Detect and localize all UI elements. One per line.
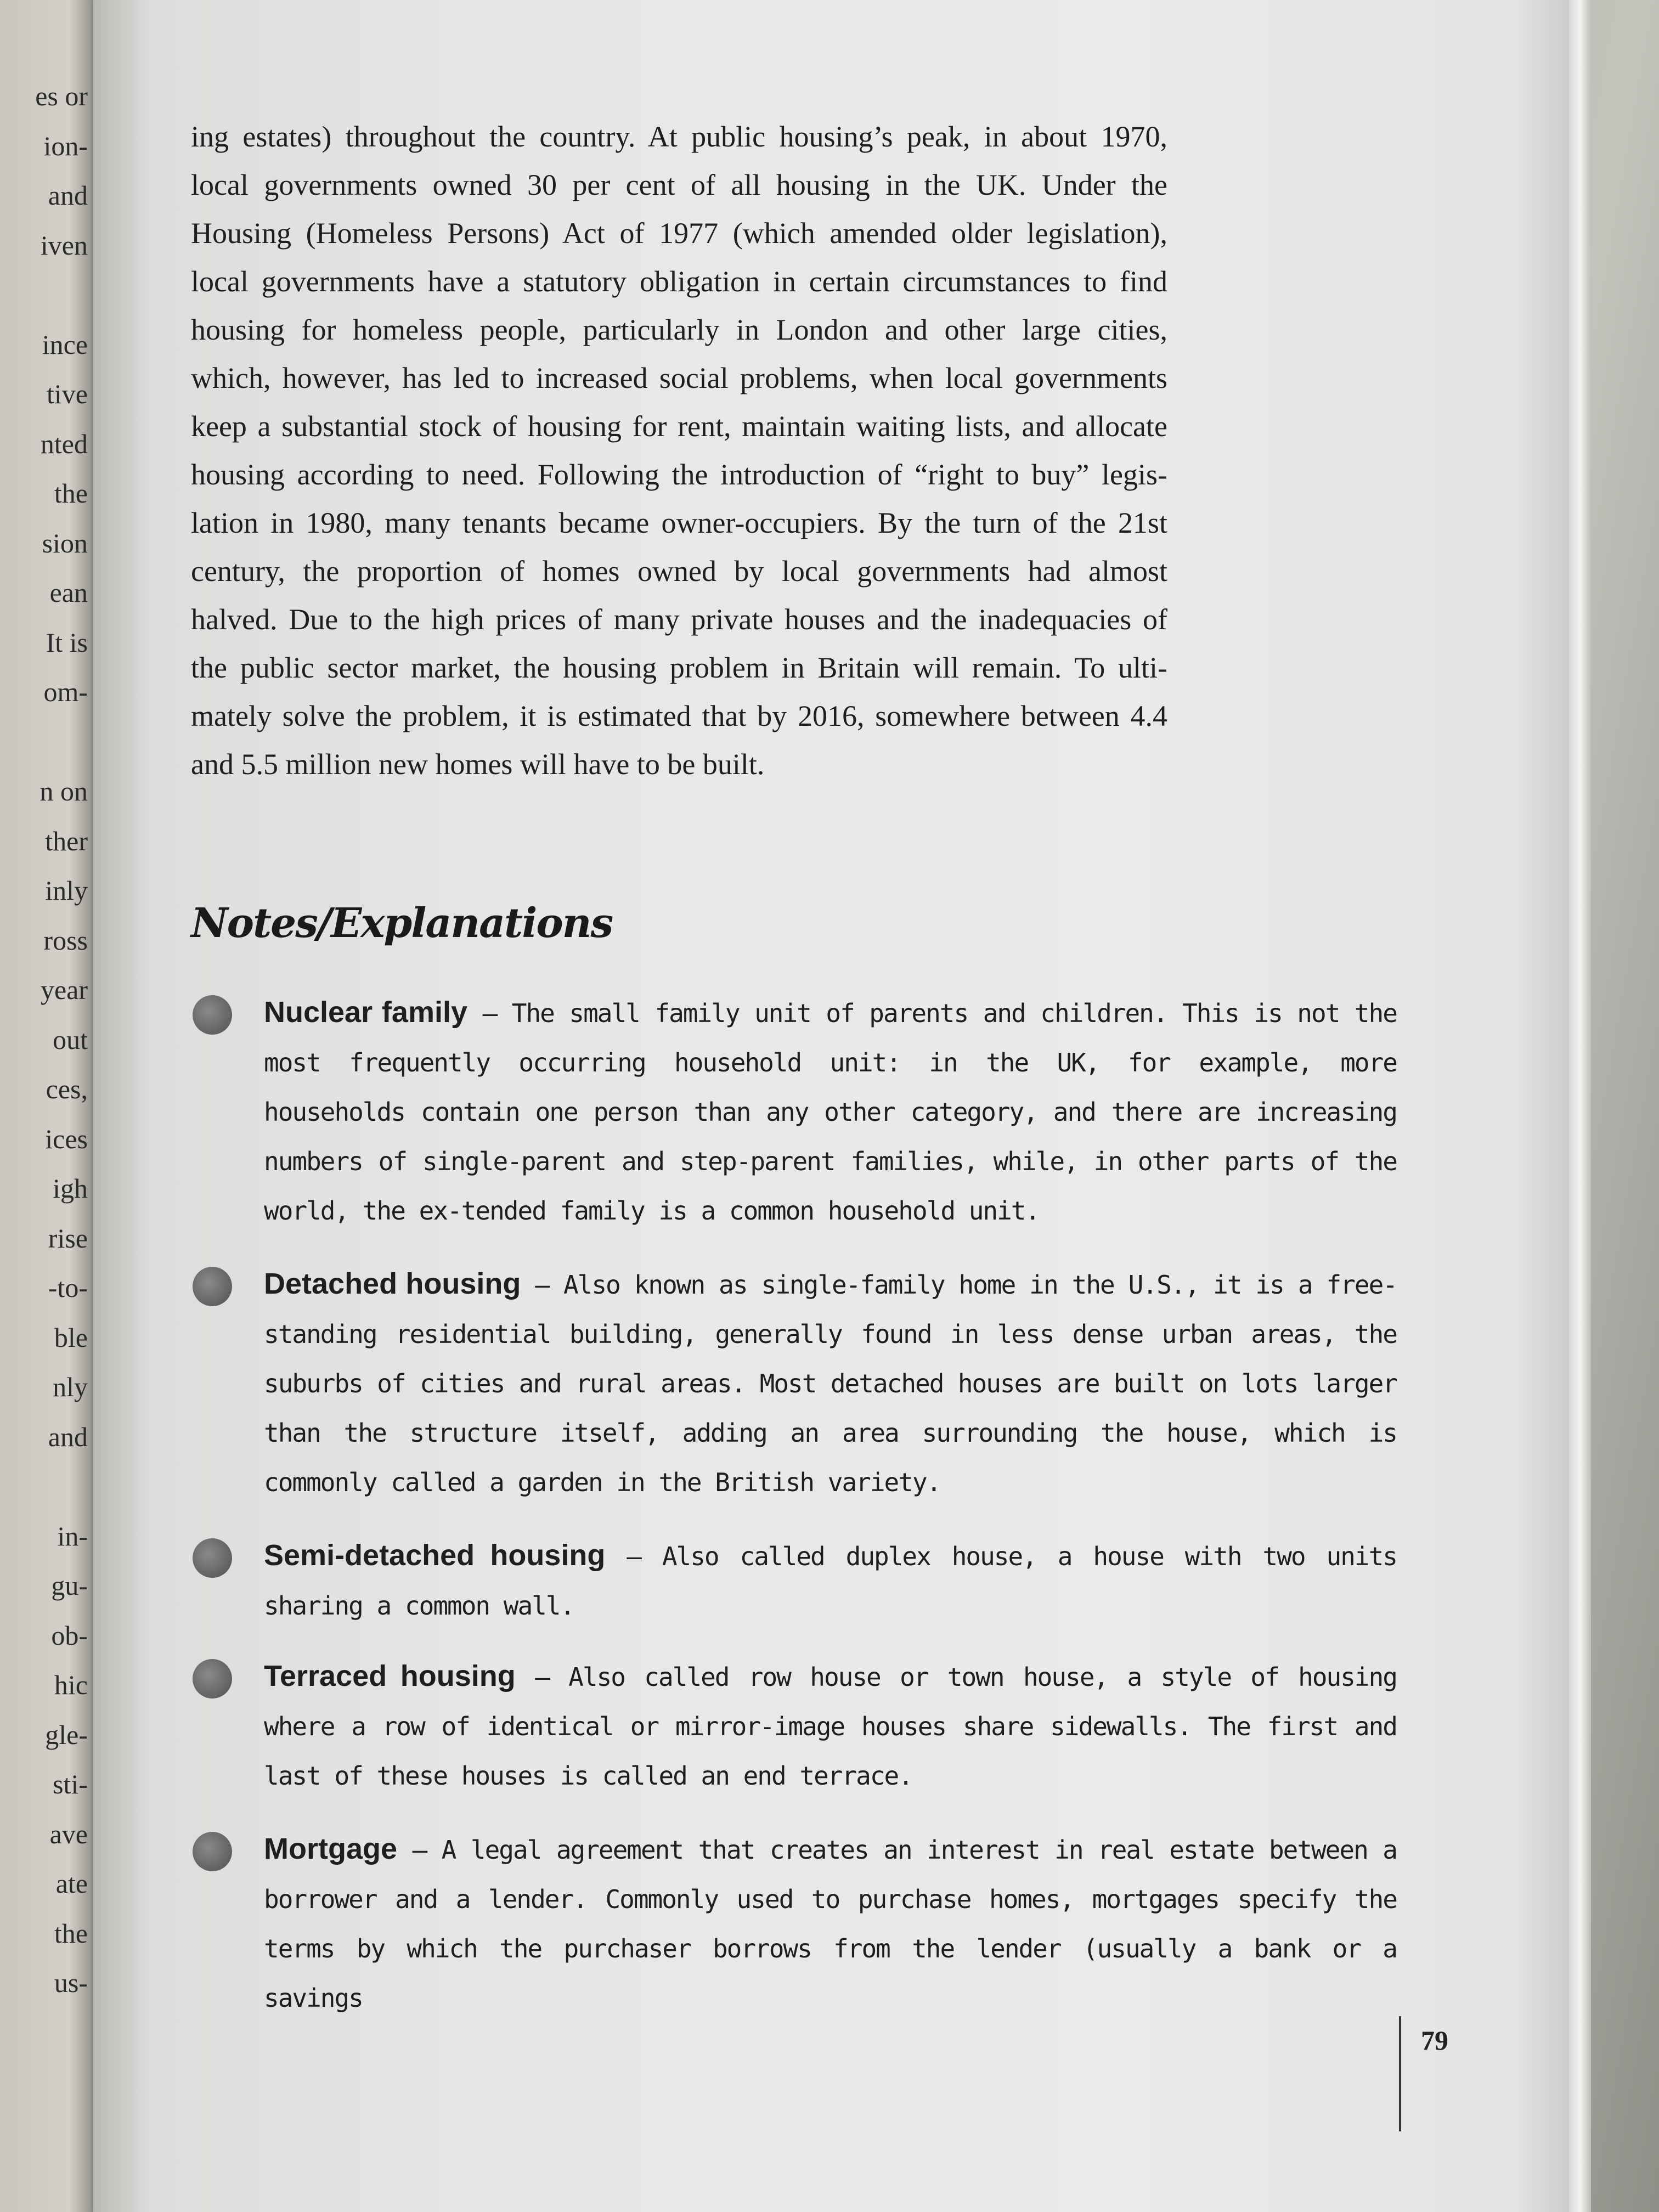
- body-line: Housing (Homeless Persons) Act of 1977 (which amended older legislation),: [191, 217, 1167, 250]
- left-page-line: and: [48, 180, 88, 211]
- page-number: 79: [1421, 2025, 1448, 2056]
- bullet-icon: [193, 1659, 232, 1699]
- note-text: — Also called duplex house, a house with two units sharing a common wall.: [264, 1542, 1397, 1621]
- body-line: keep a substantial stock of housing for rent, maintain waiting lists, and allocate: [191, 410, 1167, 443]
- note-text: — Also known as single-family home in the U.S., it is a free-standing residential building, generally found in less dense urban areas, the suburbs of cities and rural areas. Most detached houses are built on lots larger than the structure itself, adding an area surrounding the house, which is commonly called a garden in the British variety.: [264, 1270, 1397, 1497]
- body-line: ing estates) throughout the country. At public housing’s peak, in about 1970,: [191, 120, 1167, 153]
- left-page-line: ices: [45, 1123, 88, 1154]
- notes-heading: Notes/Explanations: [191, 900, 613, 947]
- left-page-text: [0, 71, 88, 2008]
- note-term: Nuclear family: [264, 996, 468, 1029]
- left-page-line: ob-: [51, 1620, 88, 1651]
- page-edge: [1569, 0, 1591, 2212]
- note-nuclear-family: [264, 988, 1397, 1235]
- note-text: — The small family unit of parents and children. This is not the most frequently occurring household unit: in the UK, for example, more households contain one person than any other category, and there are increasing numbers of single-parent and step-parent families, while, in other parts of the world, the ex-tended family is a common household unit.: [264, 998, 1397, 1226]
- body-line: mately solve the problem, it is estimated that by 2016, somewhere between 4.4: [191, 699, 1167, 732]
- left-page: [0, 0, 99, 2212]
- left-page-line: the: [54, 478, 88, 509]
- page-number-rule: [1399, 2016, 1401, 2131]
- left-page-line: iven: [40, 229, 88, 261]
- left-page-line: ince: [42, 329, 88, 360]
- left-page-line: -to-: [48, 1272, 88, 1303]
- left-page-line: in-: [57, 1520, 88, 1551]
- bullet-icon: [193, 995, 232, 1035]
- note-text: — A legal agreement that creates an interest in real estate between a borrower and a lender. Commonly used to purchase homes, mortgages specify the terms by which the purchaser borrows from the lender (usually a bank or a savings: [264, 1835, 1397, 2013]
- left-page-line: ble: [54, 1322, 88, 1353]
- left-page-line: It is: [46, 627, 88, 658]
- bullet-icon: [193, 1538, 232, 1578]
- left-page-line: gu-: [51, 1570, 88, 1601]
- body-line: local governments owned 30 per cent of all housing in the UK. Under the: [191, 168, 1167, 201]
- body-line: lation in 1980, many tenants became owner-occupiers. By the turn of the 21st: [191, 506, 1167, 539]
- note-term: Semi-detached housing: [264, 1539, 606, 1572]
- left-page-line: sion: [42, 527, 88, 558]
- left-page-line: hic: [54, 1669, 88, 1700]
- body-paragraph: [191, 112, 1167, 788]
- left-page-line: the: [54, 1917, 88, 1949]
- left-page-line: tive: [47, 379, 88, 409]
- body-line: local governments have a statutory obligation in certain circumstances to find: [191, 265, 1167, 298]
- left-page-line: [0, 270, 88, 320]
- left-page-line: ces,: [46, 1074, 88, 1104]
- body-line: housing according to need. Following the introduction of “right to buy” legis-: [191, 458, 1167, 491]
- bullet-icon: [193, 1832, 232, 1871]
- left-page-line: es or: [35, 81, 88, 111]
- left-page-line: ean: [49, 577, 88, 608]
- left-page-line: om-: [43, 676, 88, 707]
- left-page-line: [0, 1462, 88, 1511]
- left-page-line: ate: [55, 1868, 88, 1899]
- note-term: Terraced housing: [264, 1660, 516, 1692]
- note-text: — Also called row house or town house, a style of housing where a row of identical or mirror-image houses share sidewalls. The first and last of these houses is called an end terrace.: [264, 1662, 1397, 1791]
- body-line: the public sector market, the housing problem in Britain will remain. To ulti-: [191, 651, 1167, 684]
- left-page-line: out: [53, 1024, 88, 1055]
- left-page-line: and: [48, 1421, 88, 1452]
- body-line: housing for homeless people, particularly in London and other large cities,: [191, 313, 1167, 346]
- body-line: halved. Due to the high prices of many private houses and the inadequacies of: [191, 603, 1167, 636]
- note-detached-housing: [264, 1259, 1397, 1507]
- bullet-icon: [193, 1267, 232, 1306]
- left-page-line: igh: [53, 1173, 88, 1204]
- left-page-line: gle-: [45, 1719, 88, 1750]
- note-semi-detached-housing: [264, 1531, 1397, 1630]
- left-page-line: ross: [43, 924, 88, 956]
- left-page-line: nly: [53, 1372, 88, 1402]
- body-line: which, however, has led to increased social problems, when local governments: [191, 362, 1167, 394]
- left-page-line: [0, 717, 88, 767]
- body-line: and 5.5 million new homes will have to be built.: [191, 748, 765, 781]
- left-page-line: rise: [48, 1222, 88, 1254]
- body-line: century, the proportion of homes owned by local governments had almost: [191, 555, 1167, 588]
- left-page-line: ave: [49, 1818, 88, 1849]
- left-page-line: ion-: [43, 130, 88, 161]
- left-page-line: us-: [54, 1967, 88, 1998]
- note-term: Detached housing: [264, 1267, 521, 1300]
- note-terraced-housing: [264, 1651, 1397, 1801]
- left-page-line: inly: [45, 875, 88, 906]
- left-page-line: nted: [40, 428, 88, 459]
- note-term: Mortgage: [264, 1832, 397, 1865]
- left-page-line: year: [40, 974, 88, 1005]
- left-page-line: sti-: [53, 1769, 88, 1799]
- left-page-line: ther: [45, 825, 88, 856]
- note-mortgage: [264, 1824, 1397, 2023]
- left-page-line: n on: [40, 776, 88, 806]
